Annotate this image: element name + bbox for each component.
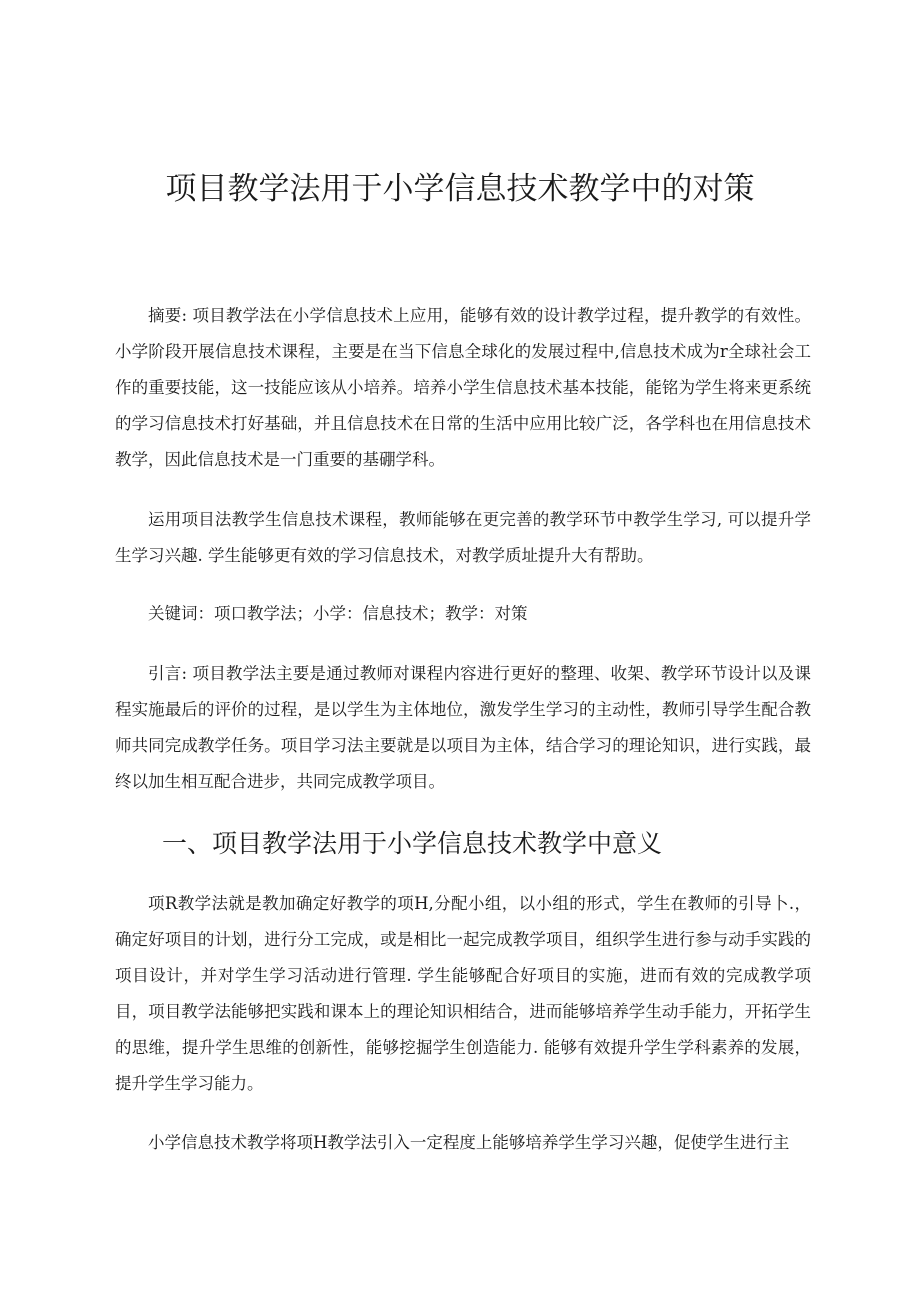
introduction-paragraph: 引言: 项目教学法主要是通过教师对课程内容进行更好的整理、收架、教学环节设计以及课程实施最后的评价的过程，是以学生为主体地位，激发学生学习的主动性，教师引导学生配合教师共同完成教学任务。项目学习法主要就是以项目为主体，结合学习的理论知识，进行实践，最终以加生相互配合进步，共同完成教学项目。 — [115, 664, 811, 791]
document-title: 项目教学法用于小学信息技术教学中的对策 — [165, 171, 755, 207]
section-1-heading: 一、项目教学法用于小学信息技术教学中意义 — [162, 829, 663, 858]
method-paragraph: 运用项目法教学生信息技术课程，教师能够在更完善的教学环节中教学生学习, 可以提升学生学习兴趣. 学生能够更有效的学习信息技术，对教学质址提升大有帮助。 — [115, 510, 811, 565]
abstract-paragraph: 摘要: 项目教学法在小学信息技术上应用，能够有效的设计教学过程，提升教学的有效性。小学阶段开展信息技术课程，主要是在当下信息全球化的发展过程中,信息技术成为r全球社会工作的重要技能，这一技能应该从小培养。培养小学生信息技术基本技能，能铭为学生将来更系统的学习信息技术打好基础，并且信息技术在日常的生活中应用比较广泛，各学科也在用信息技术教学，因此信息技术是一门重要的基硼学科。 — [115, 306, 811, 469]
section-1-paragraph-2: 小学信息技术教学将项H教学法引入一定程度上能够培养学生学习兴趣，促使学生进行主 — [148, 1133, 790, 1152]
keywords-line: 关键词：项口教学法；小学：信息技术；教学：对策 — [148, 604, 528, 623]
section-1-paragraph-1: 项R教学法就是教加确定好教学的项H,分配小组，以小组的形式，学生在教师的引导卜.，确定好项目的计划，进行分工完成，或是相比一起完成教学项目，组织学生进行参与动手实践的项目设计，并对学生学习活动进行管理. 学生能够配合好项目的实施，进而有效的完成教学项目，项目教学法能够把实践和课本上的理论知识相结合，进而能够培养学生动手能力，开拓学生的思维，提升学生思维的创新性，能够挖掘学生创造能力. 能够有效提升学生学科素养的发展，提升学生学习能力。 — [115, 894, 811, 1093]
